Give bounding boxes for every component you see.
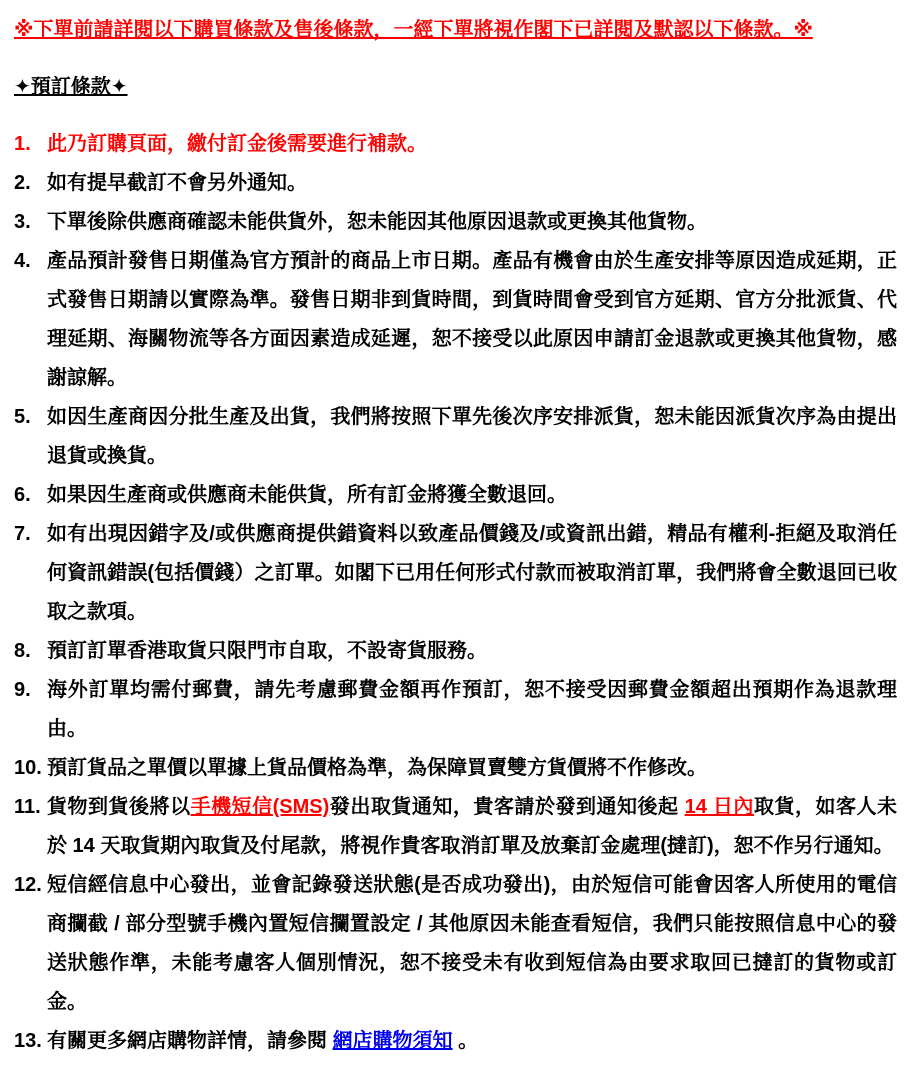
term-text <box>47 788 897 866</box>
term-text <box>47 1022 897 1061</box>
highlighted-text: 手機短信(SMS) <box>190 796 330 818</box>
term-number: 11. <box>14 796 41 818</box>
term-segment: 海外訂單均需付郵費，請先考慮郵費金額再作預訂，恕不接受因郵費金額超出預期作為退款理由。 <box>47 679 897 740</box>
term-number: 9. <box>14 679 31 701</box>
term-item-6 <box>14 476 897 515</box>
term-segment: 下單後除供應商確認未能供貨外，恕未能因其他原因退款或更換其他貨物。 <box>47 211 707 233</box>
term-item-1 <box>14 125 897 164</box>
term-item-2 <box>14 164 897 203</box>
term-item-4 <box>14 242 897 398</box>
term-text <box>47 125 897 164</box>
term-number: 12. <box>14 874 42 896</box>
term-number: 10. <box>14 757 42 779</box>
term-segment: 有關更多網店購物詳情，請參閱 <box>47 1030 333 1052</box>
term-text <box>47 749 897 788</box>
term-text <box>47 632 897 671</box>
term-segment: 如有提早截訂不會另外通知。 <box>47 172 307 194</box>
term-number: 4. <box>14 250 31 272</box>
term-segment: 取貨，如客人未於 14 天取貨期內取貨及付尾款，將視作貴客取消訂單及放棄訂金處理(撻訂)，恕不作另行通知。 <box>47 796 898 857</box>
term-segment: 短信經信息中心發出，並會記錄發送狀態(是否成功發出)，由於短信可能會因客人所使用的電信商攔截 / 部分型號手機內置短信攔置設定 / 其他原因未能查看短信，我們只能按照信息中心的發送狀態作準，未能考慮客人個別情況，恕不接受未有收到短信為由要求取回已撻訂的貨物或訂金。 <box>47 874 897 1013</box>
term-segment: 發出取貨通知，貴客請於發到通知後起 <box>329 796 685 818</box>
term-text <box>47 476 897 515</box>
page-title: ※下單前請詳閱以下購買條款及售後條款，一經下單將視作閣下已詳閱及默認以下條款。※ <box>14 19 813 41</box>
term-item-13 <box>14 1022 897 1061</box>
term-number: 6. <box>14 484 31 506</box>
term-segment: 預訂訂單香港取貨只限門市自取，不設寄貨服務。 <box>47 640 487 662</box>
term-item-5 <box>14 398 897 476</box>
term-number: 7. <box>14 523 31 545</box>
term-segment: 。 <box>452 1030 479 1052</box>
term-number: 8. <box>14 640 31 662</box>
term-number: 5. <box>14 406 31 428</box>
term-text <box>47 398 897 476</box>
term-segment: 如果因生產商或供應商未能供貨，所有訂金將獲全數退回。 <box>47 484 567 506</box>
store-shopping-notice-link[interactable]: 網店購物須知 <box>332 1030 453 1052</box>
term-segment: 此乃訂購頁面，繳付訂金後需要進行補款。 <box>47 133 427 155</box>
term-text <box>47 203 897 242</box>
term-number: 1. <box>14 133 31 155</box>
section-heading-preorder-terms: ✦預訂條款✦ <box>14 76 128 98</box>
term-number: 2. <box>14 172 31 194</box>
term-item-10 <box>14 749 897 788</box>
term-segment: 貨物到貨後將以 <box>47 796 191 818</box>
term-text <box>47 164 897 203</box>
term-segment: 預訂貨品之單價以單據上貨品價格為準，為保障買賣雙方貨價將不作修改。 <box>47 757 707 779</box>
term-text <box>47 866 897 1022</box>
term-item-12 <box>14 866 897 1022</box>
term-text <box>47 242 897 398</box>
terms-list <box>14 125 897 1061</box>
term-segment: 如有出現因錯字及/或供應商提供錯資料以致產品價錢及/或資訊出錯，精品有權利-拒絕及取消任何資訊錯誤(包括價錢）之訂單。如閣下已用任何形式付款而被取消訂單，我們將會全數退回已收取之款項。 <box>47 523 897 623</box>
highlighted-text: 14 日內 <box>684 796 754 818</box>
term-segment: 如因生產商因分批生產及出貨，我們將按照下單先後次序安排派貨，恕未能因派貨次序為由提出退貨或換貨。 <box>47 406 897 467</box>
term-number: 13. <box>14 1030 42 1052</box>
term-item-3 <box>14 203 897 242</box>
term-text <box>47 515 897 632</box>
term-text <box>47 671 897 749</box>
term-item-7 <box>14 515 897 632</box>
term-item-9 <box>14 671 897 749</box>
term-number: 3. <box>14 211 31 233</box>
term-item-11 <box>14 788 897 866</box>
term-segment: 產品預計發售日期僅為官方預計的商品上市日期。產品有機會由於生產安排等原因造成延期，正式發售日期請以實際為準。發售日期非到貨時間，到貨時間會受到官方延期、官方分批派貨、代理延期、海關物流等各方面因素造成延遲，恕不接受以此原因申請訂金退款或更換其他貨物，感謝諒解。 <box>47 250 897 389</box>
term-item-8 <box>14 632 897 671</box>
